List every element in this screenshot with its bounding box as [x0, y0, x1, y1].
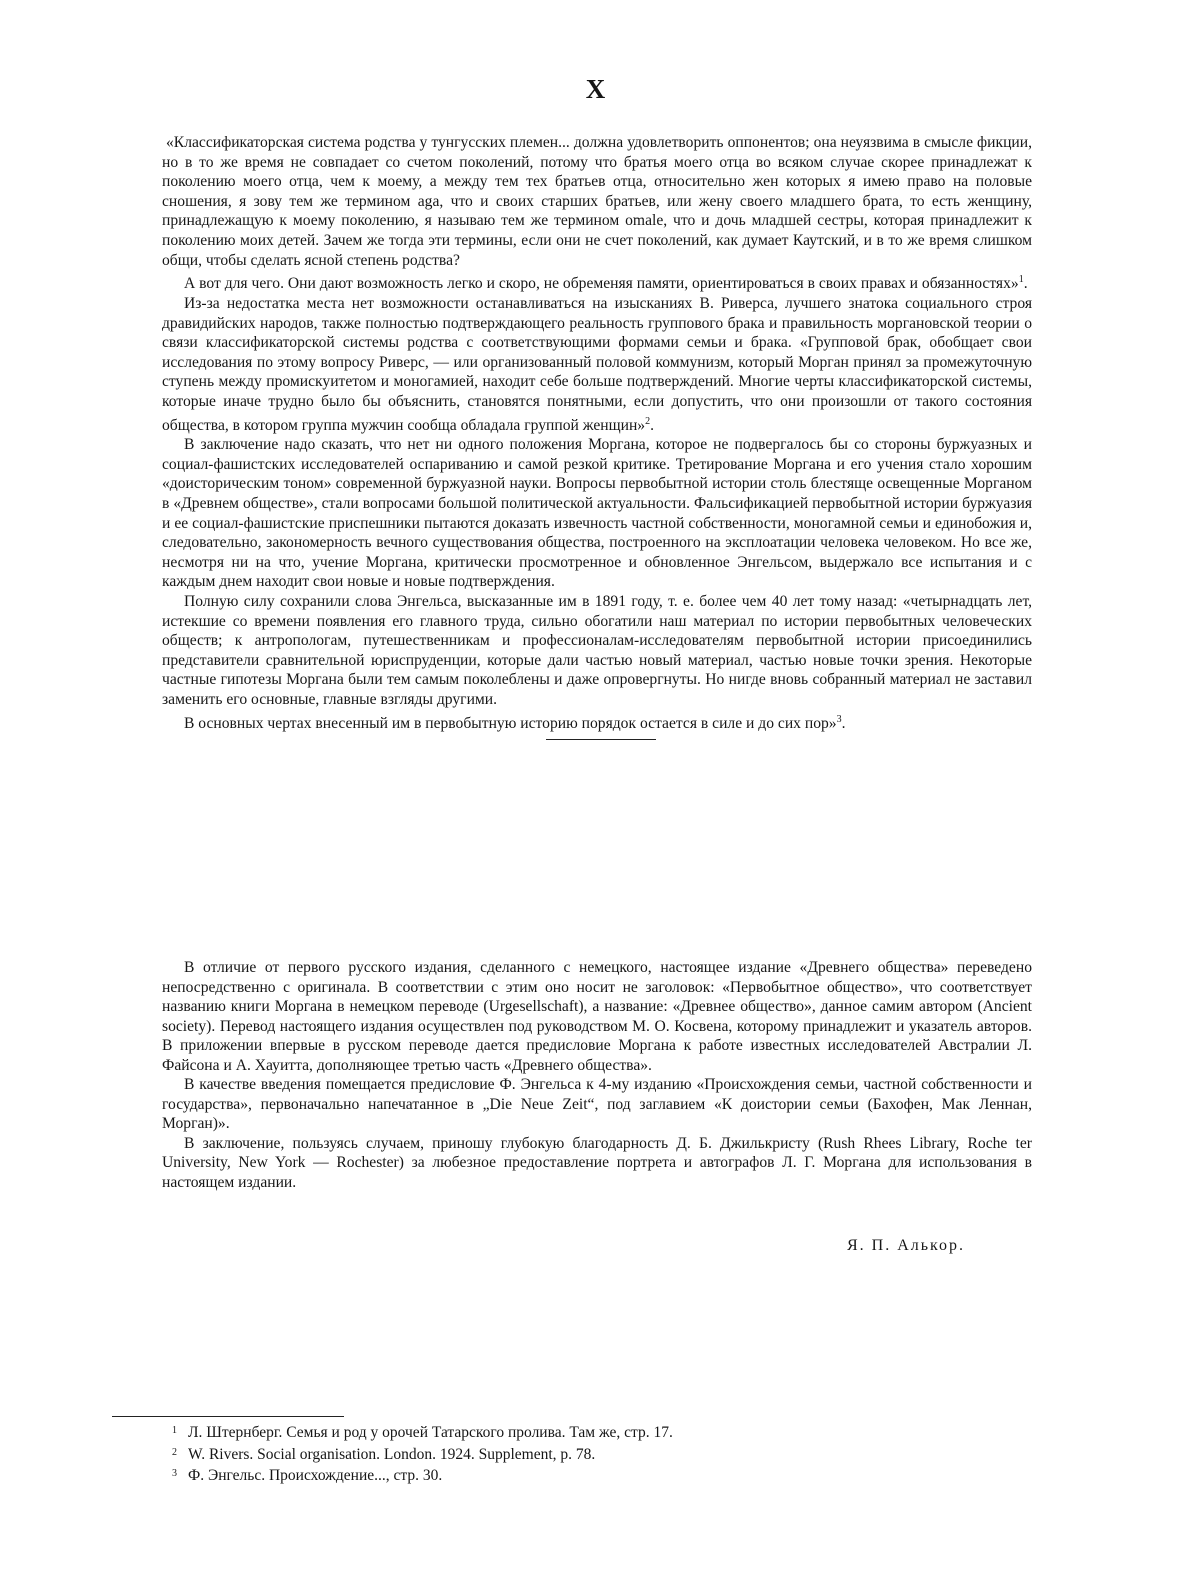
footnotes [172, 1421, 972, 1486]
paragraph-conclusion: В заключение надо сказать, что нет ни одного положения Моргана, которое не подвергалось бы со стороны буржуазных и социал-фашистских исследователей оспариванию и самой резкой критике. Третирование Моргана и его учения стало хорошим «доисторическим тоном» современной буржуазной науки. Вопросы первобытной истории столь блестяще освещенные Морганом в «Древнем обществе», стали вопросами большой политической актуальности. Фальсификацией первобытной истории буржуазия и ее социал-фашистские приспешники пытаются доказать извечность частной собственности, моногамной семьи и единобожия и, следовательно, закономерность вечного существования общества, построенного на эксплоатации человека человеком. Но все же, несмотря ни на что, учение Моргана, критически просмотренное и обновленное Энгельсом, выдержало все испытания и с каждым днем находит свои новые и новые подтверждения. [162, 436, 1032, 591]
footnote-1 [172, 1421, 972, 1443]
paragraph-text: В основных чертах внесенный им в первобытную историю порядок остается в силе и до сих пор» [184, 714, 837, 732]
paragraph-text: А вот для чего. Они дают возможность легко и скоро, не обременяя памяти, ориентироваться в своих правах и обязанностях» [184, 275, 1019, 293]
footnote-mark: 2 [172, 1446, 177, 1458]
section-separator [546, 739, 656, 740]
main-text [162, 133, 1032, 740]
footnote-mark: 3 [172, 1468, 177, 1479]
paragraph-acknowledgement: В заключение, пользуясь случаем, приношу глубокую благодарность Д. Б. Джилькристу (Rush Rhees Library, Roche ter University, New York — Rochester) за любезное предоставление портрета и автографов Л. Г. Моргана для использования в настоящем издании. [162, 1134, 1032, 1191]
footnote-ref-3: 3 [836, 713, 842, 725]
paragraph-engels-quote-end: В основных чертах внесенный им в первобытную историю порядок остается в силе и до сих пор»$^3$. [184, 713, 846, 732]
footnote-ref-1: 1 [1018, 274, 1024, 286]
footnote-text: Л. Штернберг. Семья и род у орочей Татарского пролива. Там же, стр. 17. [188, 1424, 673, 1441]
paragraph-text: Из-за недостатка места нет возможности останавливаться на изысканиях В. Риверса, лучшего знатока социального строя дравидийских народов, также полностью подтверждающего реальность группового брака и правильность моргановской теории о связи классификаторской системы родства с соответствующими формами семьи и брака. «Групповой брак, обобщает свои исследования по этому вопросу Риверс, — или организованный половой коммунизм, который Морган принял за промежуточную ступень между промискуитетом и моногамией, находит себе больше подтверждений. Многие черты классификаторской системы, которые иначе трудно было бы объяснить, становятся понятными, если допустить, что они произошли от такого состояния общества, в котором группа мужчин сообща обладала группой женщин» [162, 294, 1032, 434]
paragraph-edition-note: В отличие от первого русского издания, сделанного с немецкого, настоящее издание «Древнего общества» переведено непосредственно с оригинала. В соответствии с этим оно носит не заголовок: «Первобытное общество», что соответствует названию книги Моргана в немецком переводе (Urgesellschaft), а название: «Древнее общество», данное самим автором (Ancient society). Перевод настоящего издания осуществлен под руководством М. О. Косвена, которому принадлежит и указатель авторов. В приложении впервые в русском переводе дается предисловие Моргана к работе известных исследователей Австралии Л. Файсона и А. Хауитта, дополняющее третью часть «Древнего общества». [162, 959, 1032, 1074]
footnote-2 [172, 1443, 972, 1465]
page-number: X [585, 74, 606, 104]
paragraph-quote-continuation: А вот для чего. Они дают возможность легко и скоро, не обременяя памяти, ориентироваться в своих правах и обязанностях»$^1$. [184, 274, 1028, 293]
paragraph-engels-quote: Полную силу сохранили слова Энгельса, высказанные им в 1891 году, т. е. более чем 40 лет тому назад: «четырнадцать лет, истекшие со времени появления его главного труда, сильно обогатили наш материал по истории первобытных человеческих обществ; к антропологам, путешественникам и профессионалам-исследователям первобытной истории присоединились представители сравнительной юриспруденции, которые дали частью новый материал, частью новые точки зрения. Некоторые частные гипотезы Моргана были тем самым поколеблены и даже опровергнуты. Но нигде вновь собранный материал не заставил заменить его основные, главные взгляды другими. [162, 593, 1032, 708]
footnote-3 [172, 1464, 972, 1486]
paragraph-introduction-note: В качестве введения помещается предисловие Ф. Энгельса к 4-му изданию «Происхождения семьи, частной собственности и государства», первоначально напечатанное в „Die Neue Zeit“, под заглавием «К доистории семьи (Бахофен, Мак Леннан, Морган)». [162, 1076, 1032, 1132]
footnote-text: W. Rivers. Social organisation. London. 1924. Supplement, p. 78. [188, 1445, 596, 1463]
paragraph-rivers: Из-за недостатка места нет возможности останавливаться на изысканиях В. Риверса, лучшего знатока социального строя дравидийских народов, также полностью подтверждающего реальность группового брака и правильность моргановской теории о связи классификаторской системы родства с соответствующими формами семьи и брака. «Групповой брак, обобщает свои исследования по этому вопросу Риверс, — или организованный половой коммунизм, который Морган принял за промежуточную ступень между промискуитетом и моногамией, находит себе больше подтверждений. Многие черты классификаторской системы, которые иначе трудно было бы объяснить, становятся понятными, если допустить, что они произошли от такого состояния общества, в котором группа мужчин сообща обладала группой женщин»$^2$. [162, 294, 1032, 434]
footnote-divider [112, 1416, 344, 1417]
footnote-ref-2: 2 [645, 415, 651, 427]
paragraph-quote-sternberg: «Классификаторская система родства у тунгусских племен... должна удовлетворить оппонентов; она неуязвима в смысле фикции, но в то же время не совпадает со счетом поколений, потому что братья моего отца во всяком случае скорее принадлежат к поколению моего отца, чем к моему, а между тем тех братьев отца, относительно жен которых я имею право на половые сношения, я зову тем же термином aga, что и своих старших братьев, или жену своего младшего брата, то есть женщину, принадлежащую к моему поколению, я называю тем же термином omale, что и дочь младшей сестры, которая принадлежит к поколению моих детей. Зачем же тогда эти термины, если они не счет поколений, как думает Каутский, и в то же время слишком общи, чтобы сделать ясной степень родства? [162, 134, 1032, 269]
footnote-mark: 1 [172, 1425, 177, 1436]
editorial-note [162, 958, 1032, 1192]
author-signature: Я. П. Алькор. [846, 1237, 965, 1254]
footnote-text: Ф. Энгельс. Происхождение..., стр. 30. [188, 1467, 443, 1484]
